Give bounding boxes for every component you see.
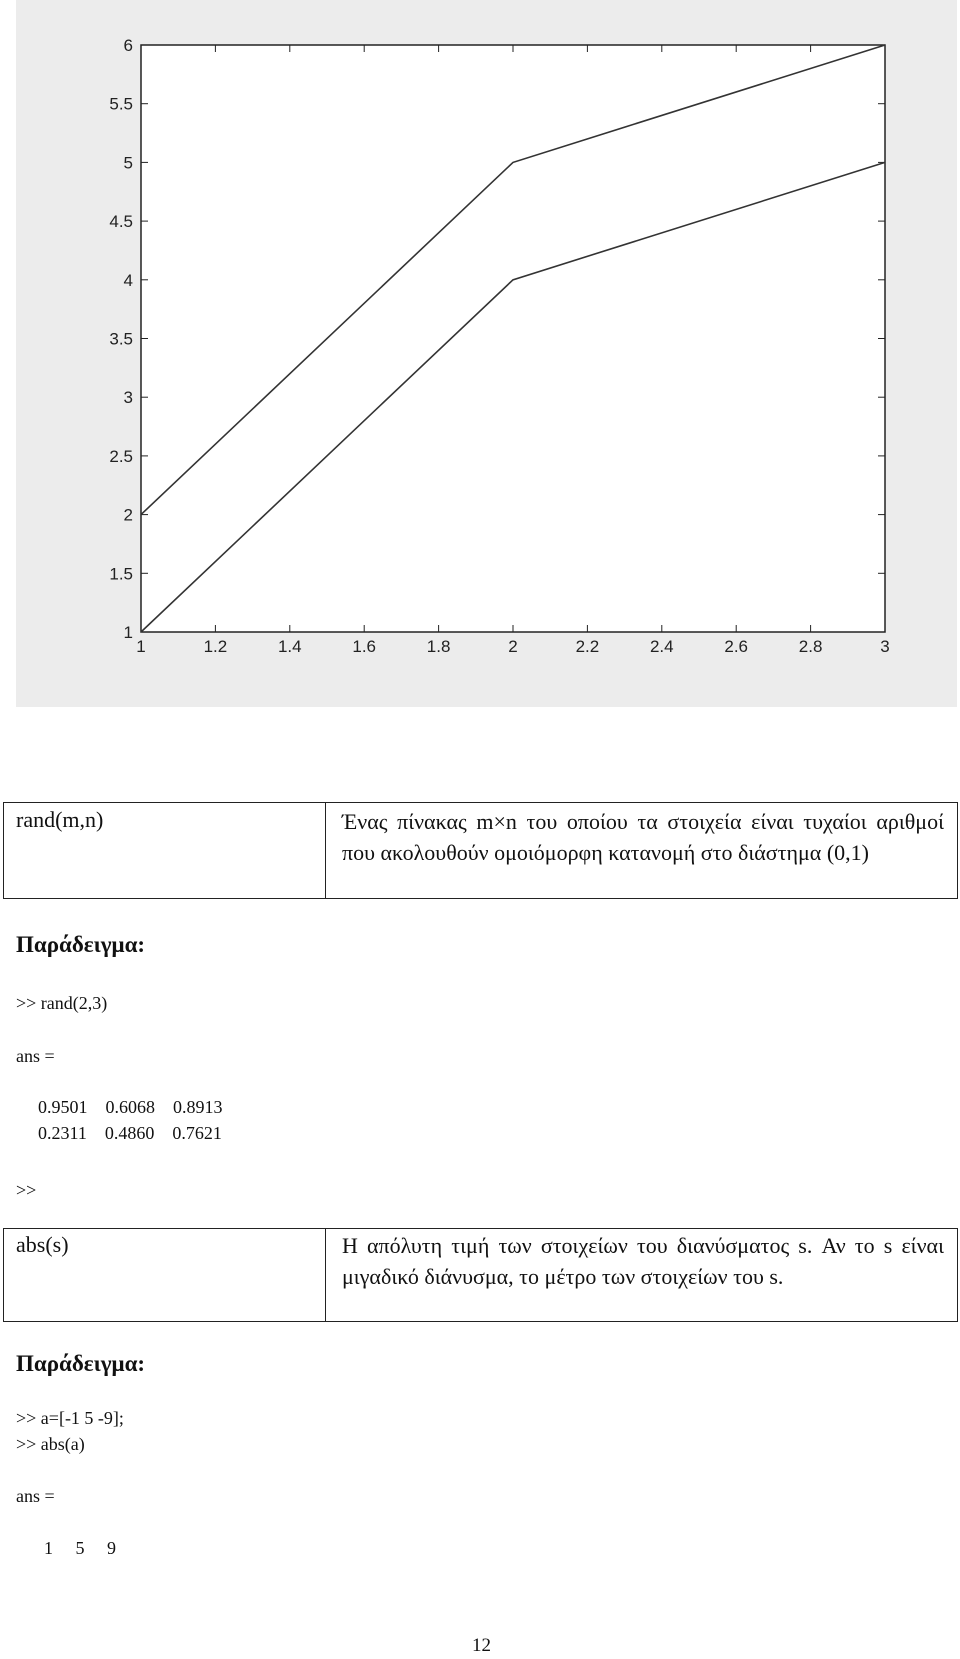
y-tick-label: 4 — [123, 270, 133, 290]
y-tick-label: 3 — [123, 388, 133, 408]
y-tick-label: 3.5 — [109, 329, 133, 349]
y-tick-label: 2 — [123, 505, 133, 525]
example-heading: Παράδειγμα: — [16, 1351, 146, 1376]
y-tick-label: 5.5 — [109, 94, 133, 114]
x-tick-label: 3 — [880, 637, 890, 656]
command-line: >> rand(2,3) — [16, 993, 108, 1013]
y-tick-label: 4.5 — [109, 212, 133, 232]
x-tick-label: 2.2 — [575, 637, 600, 656]
command-line: >> a=[-1 5 -9]; — [16, 1408, 124, 1428]
result-row: 1 5 9 — [44, 1538, 116, 1558]
function-name-abs: abs(s) — [16, 1232, 69, 1257]
x-tick-label: 1.6 — [352, 637, 377, 656]
ans-label: ans = — [16, 1486, 55, 1506]
y-tick-label: 5 — [123, 153, 133, 173]
plot-axes-background — [141, 45, 885, 632]
x-tick-label: 2.4 — [649, 637, 674, 656]
function-description-rand: Ένας πίνακας m×n του οποίου τα στοιχεία είναι τυχαίοι αριθμοί που ακολουθούν ομοιόμορφη κατανομή στο διάστημα (0,1) — [342, 809, 944, 865]
command-line: >> abs(a) — [16, 1434, 85, 1454]
x-tick-label: 1.4 — [277, 637, 302, 656]
page-number: 12 — [472, 1635, 491, 1656]
x-tick-label: 2 — [508, 637, 518, 656]
y-tick-label: 1 — [123, 623, 133, 642]
function-name-rand: rand(m,n) — [16, 807, 104, 832]
matrix-row: 0.2311 0.4860 0.7621 — [38, 1123, 222, 1143]
function-description-abs: Η απόλυτη τιμή των στοιχείων του διανύσματος s. Αν το s είναι μιγαδικό διάνυσμα, το μέτρο των στοιχείων του s. — [342, 1233, 944, 1289]
matrix-row: 0.9501 0.6068 0.8913 — [38, 1097, 223, 1117]
x-tick-label: 2.8 — [798, 637, 823, 656]
y-tick-label: 1.5 — [109, 564, 133, 584]
x-tick-label: 1.2 — [203, 637, 228, 656]
ans-label: ans = — [16, 1046, 55, 1066]
y-tick-label: 6 — [123, 36, 133, 55]
x-tick-label: 1 — [136, 637, 146, 656]
table-divider — [325, 802, 326, 899]
x-tick-label: 1.8 — [426, 637, 451, 656]
x-tick-label: 2.6 — [724, 637, 749, 656]
prompt: >> — [16, 1180, 37, 1200]
table-divider — [325, 1228, 326, 1322]
line-chart — [16, 0, 957, 707]
example-heading: Παράδειγμα: — [16, 932, 146, 957]
plot-figure — [16, 0, 957, 707]
y-tick-label: 2.5 — [109, 446, 133, 466]
